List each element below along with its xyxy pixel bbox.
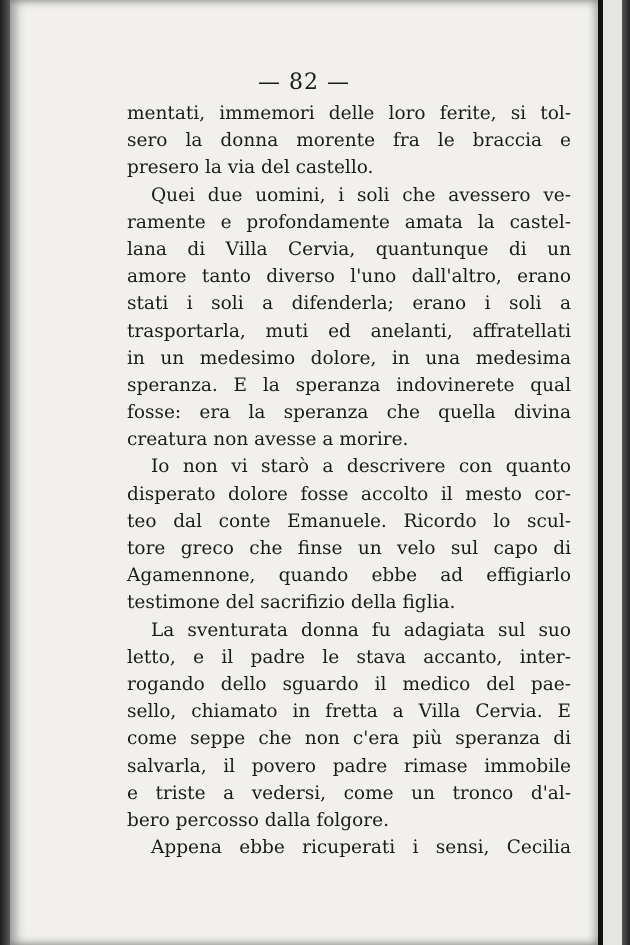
text-line: disperato dolore fosse accolto il mesto cor- (127, 483, 571, 505)
text-line: salvarla, il povero padre rimase immobile (127, 755, 571, 777)
text-line: lana di Villa Cervia, quantunque di un (127, 238, 571, 260)
text-line: fosse: era la speranza che quella divina (127, 402, 571, 424)
text-line: testimone del sacrifizio della figlia. (127, 592, 456, 614)
text-line: bero percosso dalla folgore. (127, 809, 389, 831)
book-spine-shadow (0, 0, 10, 945)
text-line: mentati, immemori delle loro ferite, si tol- (127, 103, 571, 124)
text-line: stati i soli a difenderla; erano i soli a (127, 293, 571, 315)
text-line: amore tanto diverso l'uno dall'altro, erano (127, 266, 571, 288)
text-line: sello, chiamato in fretta a Villa Cervia. E (127, 701, 571, 723)
text-line: e triste a vedersi, come un tronco d'al- (127, 782, 571, 804)
text-line: tore greco che finse un velo sul capo di (127, 538, 571, 559)
text-line: La sventurata donna fu adagiata sul suo (151, 619, 571, 641)
text-line: come seppe che non c'era più speranza di (127, 728, 571, 750)
book-page (10, 0, 598, 945)
page-body-text (127, 100, 571, 861)
text-line: ramente e profondamente amata la castel- (127, 211, 571, 233)
text-line: Appena ebbe ricuperati i sensi, Cecilia (151, 837, 571, 859)
page-number: — 82 — (258, 70, 350, 95)
page-edge-shadow (598, 0, 630, 945)
text-line: creatura non avesse a morire. (127, 429, 409, 451)
text-line: letto, e il padre le stava accanto, inter- (127, 646, 571, 668)
text-line: teo dal conte Emanuele. Ricordo lo scul- (127, 510, 571, 532)
text-line: sero la donna morente fra le braccia e (127, 130, 571, 152)
text-line: trasportarla, muti ed anelanti, affratellati (127, 320, 571, 342)
text-line: Quei due uomini, i soli che avessero ve- (151, 184, 571, 206)
text-line: in un medesimo dolore, in una medesima (127, 347, 571, 369)
text-line: presero la via del castello. (127, 157, 374, 179)
text-line: speranza. E la speranza indovinerete qual (127, 374, 571, 396)
text-line: rogando dello sguardo il medico del pae- (127, 673, 571, 695)
text-line: Agamennone, quando ebbe ad effigiarlo (127, 565, 571, 587)
text-line: Io non vi starò a descrivere con quanto (151, 456, 571, 478)
